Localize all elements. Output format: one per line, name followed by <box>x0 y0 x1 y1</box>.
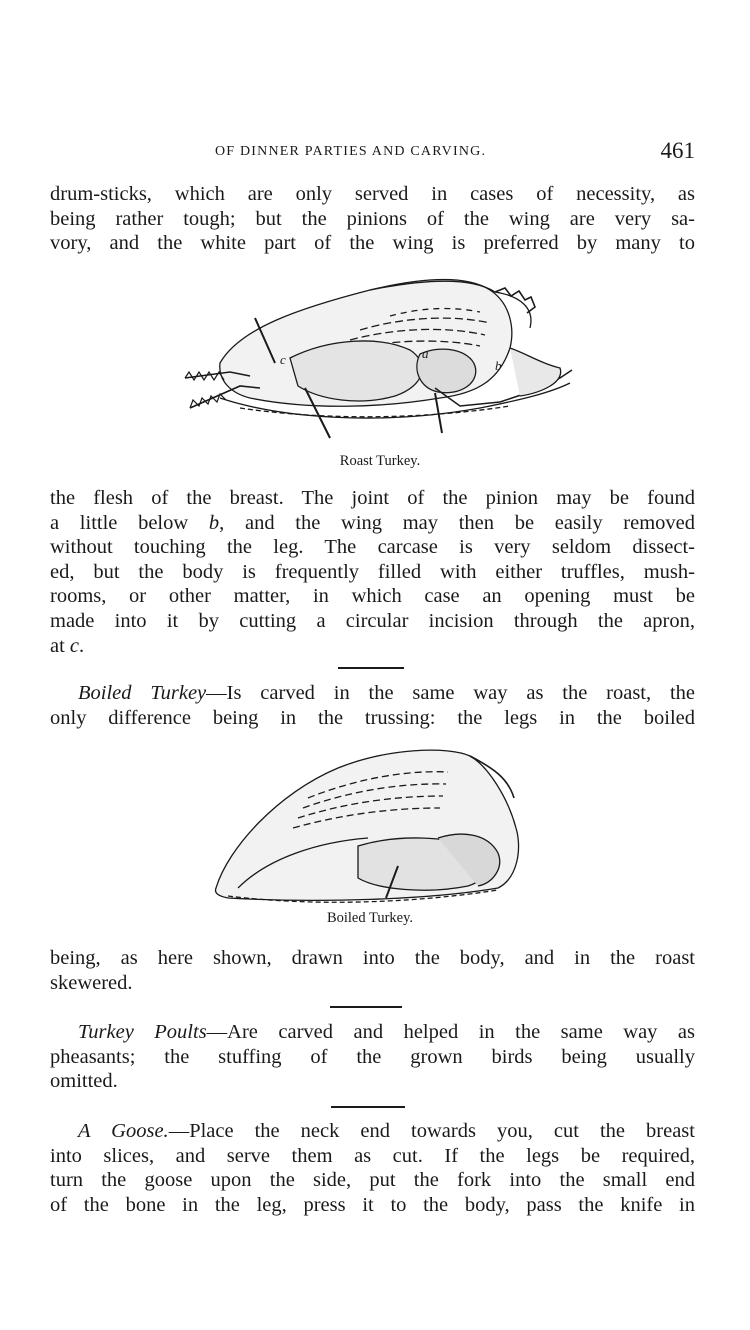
section-divider <box>331 1106 405 1108</box>
text-line: only difference being in the trussing: the legs in the boiled <box>50 706 695 729</box>
section-divider <box>330 1006 402 1008</box>
text-line: being rather tough; but the pinions of the wing are very sa- <box>50 207 695 230</box>
figure-label-b: b <box>495 358 502 373</box>
text-line: Boiled Turkey—Is carved in the same way as the roast, the <box>78 682 695 704</box>
text-line: Turkey Poults—Are carved and helped in the same way as <box>78 1021 695 1043</box>
text-line: into slices, and serve them as cut. If the legs be required, <box>50 1144 695 1167</box>
paragraph-boiled-turkey <box>50 681 695 730</box>
figure-label-c: c <box>280 352 286 367</box>
text-line: pheasants; the stuffing of the grown birds being usually <box>50 1045 695 1068</box>
text-line: drum-sticks, which are only served in cases of necessity, as <box>50 183 695 205</box>
text-line: of the bone in the leg, press it to the body, pass the knife in <box>50 1193 695 1216</box>
text-line: rooms, or other matter, in which case an opening must be <box>50 585 695 608</box>
section-title-turkey-poults: Turkey Poults <box>78 1021 207 1043</box>
paragraph-pinion-joint <box>50 486 695 658</box>
text-line: ed, but the body is frequently filled with either truffles, mush- <box>50 560 695 583</box>
text-line: vory, and the white part of the wing is preferred by many to <box>50 232 695 255</box>
paragraph-turkey-poults <box>50 1020 695 1094</box>
text-line: A Goose.—Place the neck end towards you, cut the breast <box>78 1120 695 1142</box>
running-title: OF DINNER PARTIES AND CARVING. <box>215 144 487 159</box>
text-line: at c. <box>50 634 85 657</box>
text-line: skewered. <box>50 971 133 994</box>
figure-caption-boiled-turkey: Boiled Turkey. <box>326 910 414 926</box>
section-divider <box>338 667 404 669</box>
text-line: turn the goose upon the side, put the fork into the small end <box>50 1169 695 1192</box>
section-title-boiled-turkey: Boiled Turkey <box>78 682 207 704</box>
paragraph-boiled-legs <box>50 946 695 995</box>
roast-turkey-illustration <box>180 268 575 453</box>
boiled-turkey-illustration <box>208 738 526 910</box>
text-line: being, as here shown, drawn into the body, and in the roast <box>50 947 695 969</box>
page-number: 461 <box>660 138 695 163</box>
text-line: the flesh of the breast. The joint of the pinion may be found <box>50 487 695 509</box>
figure-label-a: a <box>422 346 429 361</box>
paragraph-carving-wing <box>50 182 695 256</box>
text-line: made into it by cutting a circular incision through the apron, <box>50 609 695 632</box>
page-header <box>50 138 695 168</box>
text-line: without touching the leg. The carcase is very seldom dissect- <box>50 536 695 559</box>
figure-caption-roast-turkey: Roast Turkey. <box>339 453 421 469</box>
section-title-goose: A Goose. <box>78 1120 169 1142</box>
text-line: a little below b, and the wing may then be easily removed <box>50 511 695 534</box>
paragraph-goose <box>50 1119 695 1217</box>
text-line: omitted. <box>50 1070 118 1093</box>
